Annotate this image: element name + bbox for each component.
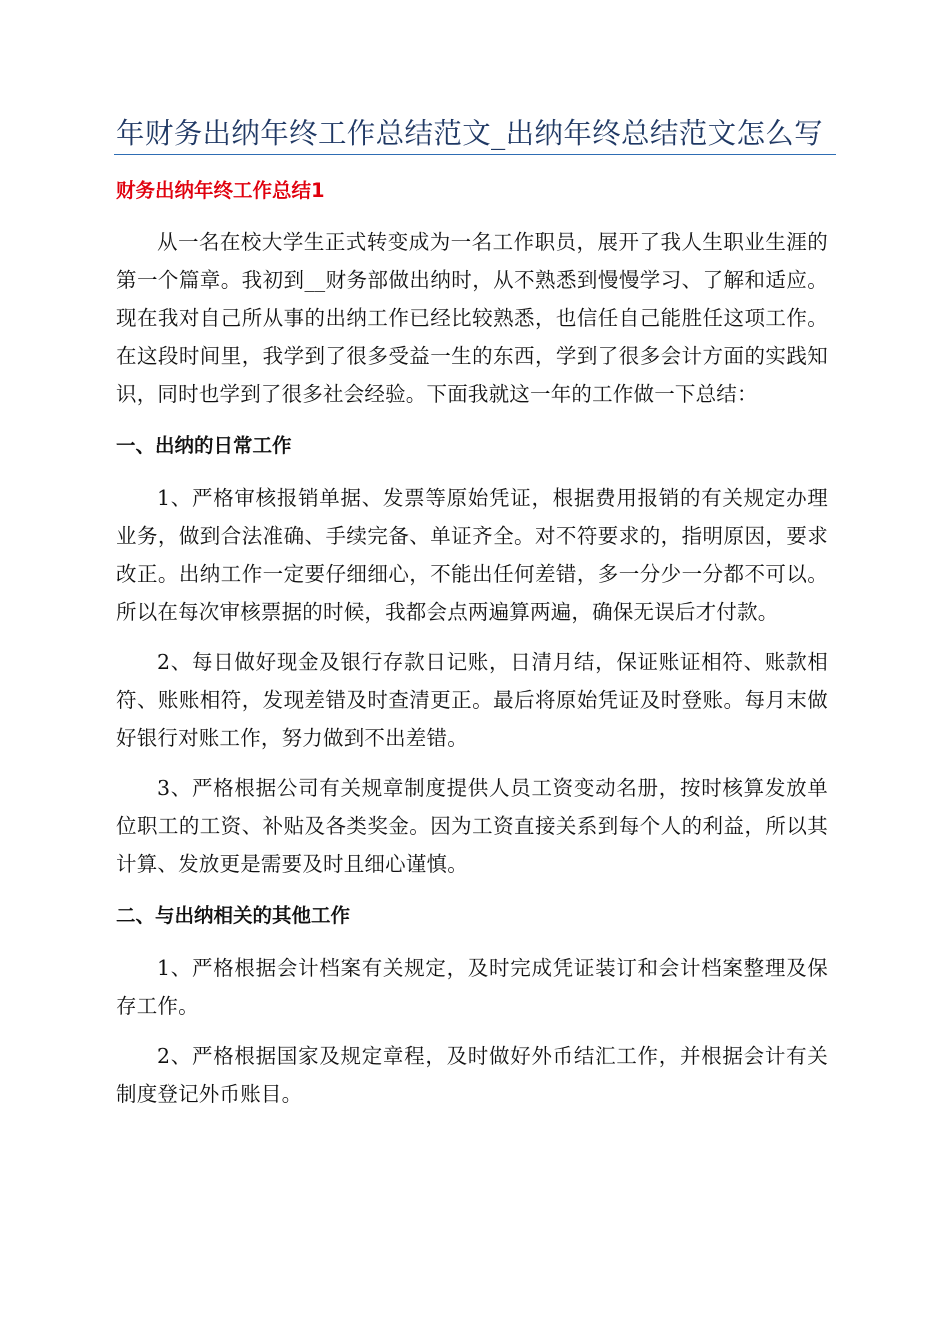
title-underline [114, 154, 836, 155]
section-1-paragraph-2: 2、每日做好现金及银行存款日记账，日清月结，保证账证相符、账款相符、账账相符，发现差错及时查清更正。最后将原始凭证及时登账。每月末做好银行对账工作，努力做到不出差错。 [116, 650, 828, 750]
document-title: 年财务出纳年终工作总结范文_出纳年终总结范文怎么写 [116, 117, 824, 150]
section-heading-1: 一、出纳的日常工作 [116, 434, 292, 457]
section-2-paragraph-2: 2、严格根据国家及规定章程，及时做好外币结汇工作，并根据会计有关制度登记外币账目。 [116, 1044, 828, 1106]
section-2-paragraph-1: 1、严格根据会计档案有关规定，及时完成凭证装订和会计档案整理及保存工作。 [116, 956, 828, 1018]
section-1-paragraph-1: 1、严格审核报销单据、发票等原始凭证，根据费用报销的有关规定办理业务，做到合法准确、手续完备、单证齐全。对不符要求的，指明原因，要求改正。出纳工作一定要仔细细心，不能出任何差错，多一分少一分都不可以。所以在每次审核票据的时候，我都会点两遍算两遍，确保无误后才付款。 [116, 486, 828, 624]
section-heading-2: 二、与出纳相关的其他工作 [116, 904, 351, 927]
section-1-paragraph-3: 3、严格根据公司有关规章制度提供人员工资变动名册，按时核算发放单位职工的工资、补贴及各类奖金。因为工资直接关系到每个人的利益，所以其计算、发放更是需要及时且细心谨慎。 [116, 776, 828, 876]
intro-paragraph: 从一名在校大学生正式转变成为一名工作职员，展开了我人生职业生涯的第一个篇章。我初到__财务部做出纳时，从不熟悉到慢慢学习、了解和适应。现在我对自己所从事的出纳工作已经比较熟悉，也信任自己能胜任这项工作。在这段时间里，我学到了很多受益一生的东西，学到了很多会计方面的实践知识，同时也学到了很多社会经验。下面我就这一年的工作做一下总结： [116, 230, 828, 406]
section-subtitle: 财务出纳年终工作总结1 [116, 179, 325, 202]
document-body [116, 174, 828, 1113]
